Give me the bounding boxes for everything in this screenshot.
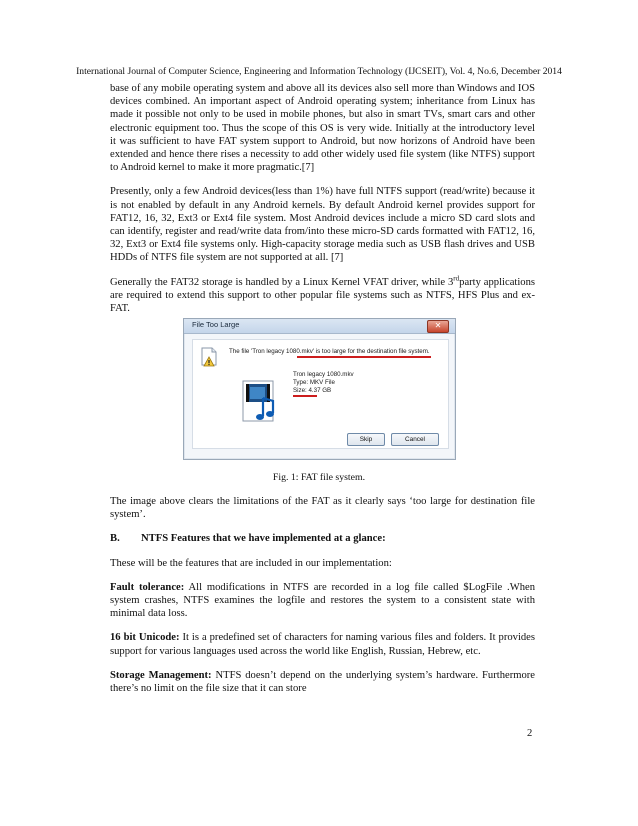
body-text-top (110, 82, 535, 326)
dialog-content (192, 339, 449, 449)
file-name-label: Tron legacy 1080.mkv (293, 371, 354, 378)
paragraph-after-figure: The image above clears the limitations of the FAT as it clearly says ‘too large for destination file system’. (110, 496, 535, 521)
dialog-title: File Too Large (192, 320, 240, 329)
close-icon[interactable]: ✕ (427, 320, 449, 333)
mkv-file-icon (241, 380, 281, 426)
feature-storage-management: Storage Management: NTFS doesn’t depend on the underlying system’s hardware. Furthermore there’s no limit on the file size that it can store (110, 669, 535, 695)
paragraph-vfat-driver: Generally the FAT32 storage is handled by a Linux Kernel VFAT driver, while 3rdparty applications are required to extend this support to other popular file systems such as NTFS, HFS Plus and ex-FAT. (110, 274, 535, 315)
dialog-message: The file 'Tron legacy 1080.mkv' is too large for the destination file system. (229, 348, 430, 355)
skip-button[interactable]: Skip (347, 433, 385, 446)
file-size-label: Size: 4.37 GB (293, 387, 332, 394)
message-highlight: is too large for the destination file system. (315, 348, 430, 355)
file-type-label: Type: MKV File (293, 379, 335, 386)
figure-caption: Fig. 1: FAT file system. (272, 472, 366, 483)
file-warning-icon (198, 346, 220, 368)
page-number: 2 (527, 728, 533, 739)
file-size-underline (293, 395, 317, 397)
paragraph-ntfs-support: Presently, only a few Android devices(less than 1%) have full NTFS support (read/write) because it is not enabled by default in any Android kernels. By default Android kernel provides support for FAT12, 16, 32, Ext3 or Ext4 file system. Most Android devices include a micro SD card slots and can identify, register and read/write data from/into these micro-SD cards formatted with FAT12, 16, 32, Ext3 or Ext4 file systems only. High-capacity storage media such as USB flash drives and USB HDDs of NTFS file system are not supported at all. [7] (110, 186, 535, 264)
file-too-large-dialog-screenshot (183, 318, 456, 460)
journal-header: International Journal of Computer Science, Engineering and Information Technology (IJCSEIT), Vol. 4, No.6, December 2014 (76, 66, 562, 77)
section-heading (110, 532, 535, 545)
section-title: NTFS Features that we have implemented at a glance: (141, 533, 386, 545)
message-underline (297, 356, 431, 358)
body-text-bottom (110, 495, 535, 706)
dialog-titlebar (184, 319, 455, 334)
feature-fault-tolerance: Fault tolerance: All modifications in NTFS are recorded in a log file called $LogFile .When system crashes, NTFS examines the logfile and restores the system to a consistent state with minimal data loss. (110, 581, 535, 620)
feature-unicode: 16 bit Unicode: It is a predefined set of characters for naming various files and folders. It provides support for various languages used across the world like English, Russian, Hebrew, etc. (110, 632, 536, 657)
section-number: B. (110, 533, 120, 545)
paragraph-android-scope: base of any mobile operating system and above all its devices also sell more than Windows and IOS devices combined. An important aspect of Android operating system; inheritance from Linux has made it possible not only to be used in mobile phones, but also in smart TVs, smart cars and other electronic equipment too. Thus the scope of this OS is very wide. Initially at the introductory level it was sufficient to have FAT system support to Android, but now horizons of Android have been extended and hence there rises a necessity to add other widely used file system (like NTFS) support to Android kernel to make it more pragmatic.[7] (110, 83, 535, 174)
cancel-button[interactable]: Cancel (391, 433, 439, 446)
paragraph-intro: These will be the features that are included in our implementation: (110, 557, 392, 569)
